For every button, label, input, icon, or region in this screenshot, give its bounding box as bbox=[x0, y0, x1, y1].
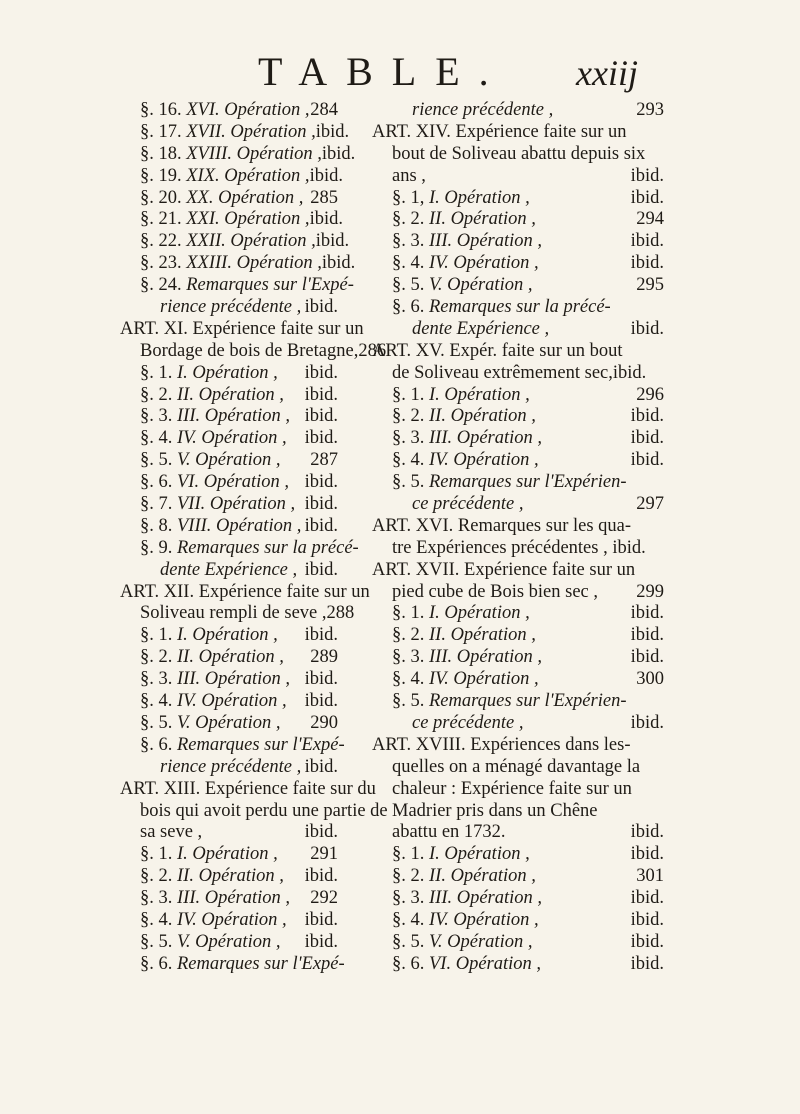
toc-entry bbox=[120, 428, 338, 450]
toc-entry bbox=[372, 297, 664, 319]
section-number: §. 5. bbox=[392, 931, 425, 952]
toc-entry bbox=[120, 494, 338, 516]
page-reference: ibid. bbox=[304, 559, 338, 580]
page-reference: 299 bbox=[636, 581, 664, 602]
section-number: §. 1. bbox=[140, 362, 173, 383]
line-text: Madrier pris dans un Chêne bbox=[392, 800, 598, 821]
toc-entry bbox=[120, 625, 338, 647]
entry-title: XXIII. Opération , bbox=[186, 253, 322, 274]
page-reference: ibid. bbox=[309, 209, 343, 230]
page-reference: 288 bbox=[326, 603, 355, 624]
line-text: ART. XIII. Expérience faite sur du bbox=[120, 778, 376, 799]
toc-entry bbox=[120, 121, 350, 144]
page-reference: ibid. bbox=[315, 121, 350, 142]
toc-entry bbox=[120, 953, 345, 976]
page-reference: ibid. bbox=[630, 888, 664, 909]
section-number: §. 4. bbox=[140, 691, 173, 712]
page-reference: ibid. bbox=[304, 494, 338, 515]
page-reference: ibid. bbox=[304, 384, 338, 405]
entry-title: IV. Opération , bbox=[429, 669, 539, 690]
section-number: §. 5. bbox=[392, 275, 425, 296]
article-heading bbox=[372, 516, 664, 538]
page-reference: 292 bbox=[310, 888, 338, 909]
page-reference: ibid. bbox=[304, 406, 338, 427]
entry-title: VII. Opération , bbox=[177, 494, 296, 515]
page-reference: 285 bbox=[310, 187, 338, 208]
toc-entry bbox=[372, 647, 664, 669]
line-text: rience précédente , bbox=[412, 100, 554, 120]
entry-title: II. Opération , bbox=[429, 406, 536, 427]
section-number: §. 20. bbox=[140, 187, 182, 208]
article-heading bbox=[120, 318, 364, 341]
line-text: pied cube de Bois bien sec , bbox=[392, 581, 599, 602]
entry-title: III. Opération , bbox=[429, 428, 543, 449]
line-text: ART. XVIII. Expériences dans les- bbox=[372, 734, 631, 755]
entry-continuation bbox=[120, 757, 338, 779]
line-text: ART. XI. Expérience faite sur un bbox=[120, 318, 364, 339]
line-text: ART. XV. Expér. faite sur un bout bbox=[372, 340, 623, 361]
entry-title: Remarques sur l'Expérien- bbox=[429, 472, 627, 493]
entry-title: IV. Opération , bbox=[177, 909, 287, 930]
page-reference: ibid. bbox=[630, 931, 664, 952]
toc-entry bbox=[120, 647, 338, 669]
page-reference: ibid. bbox=[304, 625, 338, 646]
page-reference: ibid. bbox=[304, 428, 338, 449]
toc-entry bbox=[372, 188, 664, 210]
page-reference: ibid. bbox=[630, 712, 664, 733]
article-text bbox=[372, 144, 664, 166]
entry-continuation bbox=[372, 100, 664, 122]
line-text: ce précédente , bbox=[412, 494, 524, 515]
entry-continuation bbox=[372, 494, 664, 516]
toc-entry bbox=[372, 406, 664, 428]
toc-entry bbox=[120, 143, 356, 166]
section-number: §. 4. bbox=[392, 909, 425, 930]
entry-title: I. Opération , bbox=[429, 384, 530, 405]
article-text bbox=[372, 757, 664, 779]
section-number: §. 1. bbox=[392, 384, 425, 405]
toc-entry bbox=[120, 253, 356, 275]
section-number: §. 6. bbox=[140, 734, 173, 755]
section-number: §. 5. bbox=[392, 472, 425, 493]
line-text: chaleur : Expérience faite sur un bbox=[392, 778, 632, 799]
toc-entry bbox=[372, 932, 664, 954]
line-text: ART. XVII. Expérience faite sur un bbox=[372, 559, 636, 580]
entry-title: Remarques sur l'Expé- bbox=[177, 734, 345, 755]
toc-entry bbox=[372, 450, 664, 472]
page-reference: ibid. bbox=[304, 472, 338, 493]
toc-entry bbox=[120, 932, 338, 954]
entry-title: VI. Opération , bbox=[177, 472, 290, 493]
page-reference: 301 bbox=[636, 866, 664, 887]
line-text: ce précédente , bbox=[412, 712, 524, 733]
section-number: §. 1. bbox=[140, 844, 173, 865]
section-number: §. 19. bbox=[140, 165, 182, 186]
toc-entry bbox=[372, 253, 664, 275]
section-number: §. 3. bbox=[392, 428, 425, 449]
article-text bbox=[372, 822, 664, 844]
page-reference: 290 bbox=[310, 712, 338, 733]
entry-title: IV. Opération , bbox=[429, 450, 539, 471]
toc-entry bbox=[372, 669, 664, 691]
section-number: §. 5. bbox=[140, 931, 173, 952]
entry-title: XXI. Opération , bbox=[186, 209, 310, 230]
page-reference: 295 bbox=[636, 275, 664, 296]
line-text: de Soliveau extrêmement sec,ibid. bbox=[392, 362, 647, 383]
line-text: sa seve , bbox=[140, 822, 203, 843]
section-number: §. 9. bbox=[140, 537, 173, 558]
entry-title: V. Opération , bbox=[429, 931, 533, 952]
article-text bbox=[372, 538, 664, 560]
line-text: ans , bbox=[392, 165, 426, 186]
toc-entry bbox=[120, 165, 343, 188]
page-reference: ibid. bbox=[304, 515, 338, 536]
entry-title: V. Opération , bbox=[177, 450, 281, 471]
entry-title: Remarques sur l'Expé- bbox=[186, 275, 354, 296]
entry-title: V. Opération , bbox=[429, 275, 533, 296]
page-header-title: TABLE. bbox=[258, 49, 508, 94]
toc-entry bbox=[120, 231, 350, 253]
toc-entry bbox=[372, 844, 664, 866]
page-reference: ibid. bbox=[304, 756, 338, 777]
section-number: §. 16. bbox=[140, 100, 182, 120]
toc-entry bbox=[120, 385, 338, 407]
toc-entry bbox=[120, 844, 338, 866]
entry-title: III. Opération , bbox=[177, 888, 291, 909]
page-reference: 284 bbox=[310, 100, 338, 120]
line-text: abattu en 1732. bbox=[392, 822, 506, 843]
article-text bbox=[372, 363, 664, 385]
entry-title: III. Opération , bbox=[429, 888, 543, 909]
entry-title: IV. Opération , bbox=[177, 428, 287, 449]
toc-entry bbox=[120, 669, 338, 691]
page-reference: 293 bbox=[636, 100, 664, 120]
page-reference: ibid. bbox=[321, 253, 356, 274]
toc-entry bbox=[120, 734, 345, 757]
entry-title: V. Opération , bbox=[177, 931, 281, 952]
entry-title: XVI. Opération , bbox=[186, 100, 310, 120]
toc-entry bbox=[120, 275, 354, 297]
toc-entry bbox=[372, 888, 664, 910]
page-reference: ibid. bbox=[630, 647, 664, 668]
entry-title: Remarques sur la précé- bbox=[429, 297, 611, 318]
page-reference: 300 bbox=[636, 669, 664, 690]
line-text: ART. XIV. Expérience faite sur un bbox=[372, 121, 627, 142]
page-reference: ibid. bbox=[321, 143, 356, 164]
page-reference: ibid. bbox=[304, 691, 338, 712]
toc-entry bbox=[120, 209, 343, 231]
page-reference: ibid. bbox=[630, 318, 664, 339]
section-number: §. 3. bbox=[392, 231, 425, 252]
entry-title: VI. Opération , bbox=[429, 953, 542, 974]
page-reference: ibid. bbox=[304, 931, 338, 952]
entry-title: I. Opération , bbox=[177, 844, 278, 865]
section-number: §. 18. bbox=[140, 143, 182, 164]
page-reference: ibid. bbox=[630, 450, 664, 471]
page-reference: ibid. bbox=[630, 603, 664, 624]
section-number: §. 17. bbox=[140, 121, 182, 142]
section-number: §. 23. bbox=[140, 253, 182, 274]
article-text bbox=[120, 340, 387, 363]
page-reference: ibid. bbox=[630, 165, 664, 186]
article-text bbox=[372, 779, 664, 801]
line-text: dente Expérience , bbox=[160, 559, 298, 580]
toc-entry bbox=[120, 866, 338, 888]
toc-entry bbox=[372, 231, 664, 253]
toc-entry bbox=[120, 516, 338, 538]
right-column bbox=[372, 100, 664, 976]
toc-entry bbox=[120, 691, 338, 713]
toc-entry bbox=[372, 603, 664, 625]
page-reference: ibid. bbox=[304, 909, 338, 930]
left-column bbox=[120, 100, 388, 976]
toc-entry bbox=[120, 406, 338, 428]
toc-entry bbox=[120, 537, 359, 560]
entry-title: Remarques sur l'Expé- bbox=[177, 953, 345, 974]
line-text: ART. XII. Expérience faite sur un bbox=[120, 581, 370, 602]
section-number: §. 5. bbox=[140, 712, 173, 733]
entry-title: Remarques sur la précé- bbox=[177, 537, 359, 558]
page-reference: ibid. bbox=[630, 953, 664, 974]
line-text: Soliveau rempli de seve , bbox=[140, 603, 327, 624]
section-number: §. 3. bbox=[392, 888, 425, 909]
article-heading bbox=[372, 560, 664, 582]
page-reference: ibid. bbox=[304, 669, 338, 690]
entry-continuation bbox=[120, 297, 338, 319]
line-text: tre Expériences précédentes , ibid. bbox=[392, 537, 646, 558]
section-number: §. 24. bbox=[140, 275, 182, 296]
toc-entry bbox=[372, 472, 664, 494]
entry-title: IV. Opération , bbox=[429, 253, 539, 274]
article-text bbox=[120, 603, 355, 625]
entry-title: II. Opération , bbox=[429, 209, 536, 230]
section-number: §. 2. bbox=[392, 866, 425, 887]
section-number: §. 2. bbox=[140, 647, 173, 668]
section-number: §. 3. bbox=[140, 669, 173, 690]
entry-title: XIX. Opération , bbox=[186, 165, 310, 186]
page-reference: ibid. bbox=[630, 909, 664, 930]
section-number: §. 1, bbox=[392, 187, 425, 208]
entry-title: II. Opération , bbox=[177, 866, 284, 887]
section-number: §. 2. bbox=[392, 209, 425, 230]
entry-title: II. Opération , bbox=[429, 625, 536, 646]
entry-title: XVII. Opération , bbox=[186, 121, 316, 142]
page-reference: ibid. bbox=[304, 297, 338, 318]
page-reference: 287 bbox=[310, 450, 338, 471]
page-reference: ibid. bbox=[630, 625, 664, 646]
section-number: §. 4. bbox=[140, 909, 173, 930]
line-text: quelles on a ménagé davantage la bbox=[392, 756, 641, 777]
section-number: §. 2. bbox=[392, 406, 425, 427]
article-text bbox=[372, 801, 664, 823]
section-number: §. 6. bbox=[140, 953, 173, 974]
page-reference: ibid. bbox=[304, 362, 338, 383]
entry-title: Remarques sur l'Expérien- bbox=[429, 691, 627, 712]
toc-entry bbox=[120, 713, 338, 735]
page-reference: ibid. bbox=[630, 822, 664, 843]
line-text: dente Expérience , bbox=[412, 318, 550, 339]
toc-entry bbox=[120, 100, 338, 122]
line-text: rience précédente , bbox=[160, 756, 302, 777]
toc-entry bbox=[372, 209, 664, 231]
line-text: bout de Soliveau abattu depuis six bbox=[392, 143, 646, 164]
page-reference: 289 bbox=[310, 647, 338, 668]
entry-title: II. Opération , bbox=[429, 866, 536, 887]
toc-entry bbox=[120, 910, 338, 932]
section-number: §. 5. bbox=[392, 691, 425, 712]
entry-title: XVIII. Opération , bbox=[186, 143, 322, 164]
line-text: bois qui avoit perdu une partie de bbox=[140, 800, 388, 821]
section-number: §. 2. bbox=[140, 384, 173, 405]
toc-entry bbox=[372, 428, 664, 450]
entry-continuation bbox=[372, 319, 664, 341]
toc-entry bbox=[372, 910, 664, 932]
section-number: §. 4. bbox=[140, 428, 173, 449]
section-number: §. 3. bbox=[140, 888, 173, 909]
page-reference: ibid. bbox=[630, 844, 664, 865]
toc-entry bbox=[372, 385, 664, 407]
entry-title: IV. Opération , bbox=[177, 691, 287, 712]
article-heading bbox=[372, 735, 664, 757]
section-number: §. 4. bbox=[392, 253, 425, 274]
section-number: §. 6. bbox=[392, 297, 425, 318]
section-number: §. 21. bbox=[140, 209, 182, 230]
entry-title: III. Opération , bbox=[177, 406, 291, 427]
entry-title: I. Opération , bbox=[429, 844, 530, 865]
entry-title: I. Opération , bbox=[177, 625, 278, 646]
section-number: §. 5. bbox=[140, 450, 173, 471]
entry-continuation bbox=[372, 713, 664, 735]
entry-continuation bbox=[120, 560, 338, 582]
article-text bbox=[372, 166, 664, 188]
entry-title: II. Opération , bbox=[177, 647, 284, 668]
article-text bbox=[120, 800, 388, 823]
section-number: §. 22. bbox=[140, 231, 182, 252]
entry-title: III. Opération , bbox=[429, 231, 543, 252]
section-number: §. 2. bbox=[392, 625, 425, 646]
page-reference: 294 bbox=[636, 209, 664, 230]
page-reference: 296 bbox=[636, 384, 664, 405]
article-heading bbox=[120, 778, 376, 801]
toc-entry bbox=[372, 691, 664, 713]
line-text: rience précédente , bbox=[160, 297, 302, 318]
entry-title: I. Opération , bbox=[177, 362, 278, 383]
article-heading bbox=[372, 122, 664, 144]
article-heading bbox=[372, 341, 664, 363]
toc-entry bbox=[120, 188, 338, 210]
article-text bbox=[120, 822, 338, 844]
toc-entry bbox=[372, 275, 664, 297]
section-number: §. 4. bbox=[392, 450, 425, 471]
entry-title: V. Opération , bbox=[177, 712, 281, 733]
line-text: Bordage de bois de Bretagne,286 bbox=[140, 340, 387, 361]
toc-entry bbox=[120, 472, 338, 494]
entry-title: I. Opération , bbox=[429, 603, 530, 624]
line-text: ART. XVI. Remarques sur les qua- bbox=[372, 515, 632, 536]
page-reference: ibid. bbox=[630, 406, 664, 427]
entry-title: XXII. Opération , bbox=[186, 231, 316, 252]
page-reference: ibid. bbox=[630, 428, 664, 449]
page-reference: ibid. bbox=[630, 231, 664, 252]
toc-entry bbox=[120, 363, 338, 385]
page-number: xxiij bbox=[576, 53, 638, 93]
section-number: §. 2. bbox=[140, 866, 173, 887]
section-number: §. 3. bbox=[140, 406, 173, 427]
section-number: §. 8. bbox=[140, 515, 173, 536]
page-reference: ibid. bbox=[309, 165, 343, 186]
article-heading bbox=[120, 581, 370, 604]
section-number: §. 6. bbox=[140, 472, 173, 493]
page-reference: ibid. bbox=[304, 822, 338, 843]
entry-title: VIII. Opération , bbox=[177, 515, 302, 536]
page-reference: ibid. bbox=[304, 866, 338, 887]
page-reference: 297 bbox=[636, 494, 664, 515]
entry-title: III. Opération , bbox=[177, 669, 291, 690]
entry-title: II. Opération , bbox=[177, 384, 284, 405]
toc-entry bbox=[120, 450, 338, 472]
section-number: §. 6. bbox=[392, 953, 425, 974]
page-reference: ibid. bbox=[315, 231, 350, 252]
entry-title: I. Opération , bbox=[429, 187, 530, 208]
page-reference: 291 bbox=[310, 844, 338, 865]
section-number: §. 7. bbox=[140, 494, 173, 515]
toc-entry bbox=[372, 866, 664, 888]
entry-title: XX. Opération , bbox=[186, 187, 304, 208]
page-reference: ibid. bbox=[630, 253, 664, 274]
section-number: §. 1. bbox=[392, 844, 425, 865]
entry-title: IV. Opération , bbox=[429, 909, 539, 930]
toc-entry bbox=[372, 625, 664, 647]
section-number: §. 1. bbox=[140, 625, 173, 646]
toc-entry bbox=[372, 954, 664, 976]
toc-entry bbox=[120, 888, 338, 910]
section-number: §. 4. bbox=[392, 669, 425, 690]
section-number: §. 1. bbox=[392, 603, 425, 624]
article-text bbox=[372, 582, 664, 604]
page-reference: ibid. bbox=[630, 187, 664, 208]
entry-title: III. Opération , bbox=[429, 647, 543, 668]
section-number: §. 3. bbox=[392, 647, 425, 668]
